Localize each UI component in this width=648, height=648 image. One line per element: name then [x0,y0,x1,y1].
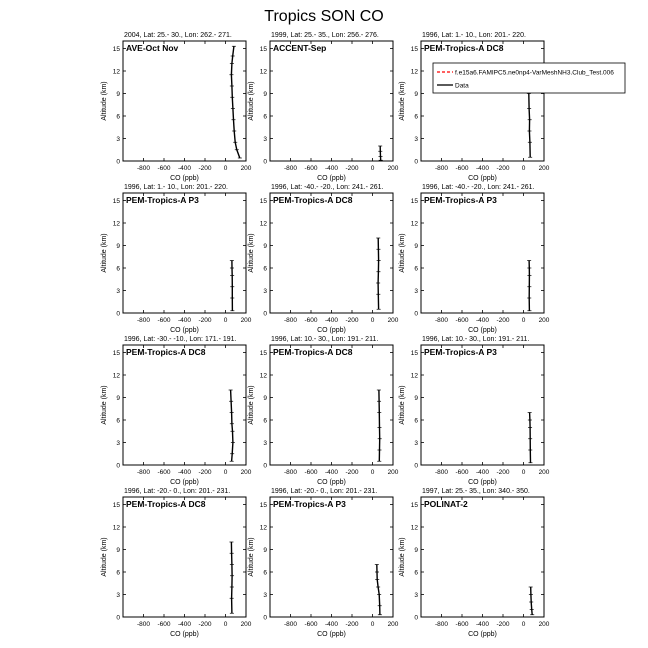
y-tick-label: 15 [259,350,267,357]
x-tick-label: -800 [136,469,151,476]
campaign-label: PEM-Tropics-A DC8 [273,347,353,357]
x-tick-label: -400 [324,621,339,628]
x-axis-label: CO (ppb) [170,631,199,638]
x-tick-label: -800 [283,165,298,172]
y-tick-label: 15 [410,350,418,357]
y-tick-label: 9 [116,395,120,402]
y-tick-label: 15 [112,350,120,357]
y-tick-label: 0 [414,614,418,622]
y-tick-label: 0 [263,614,267,622]
x-tick-label: 0 [370,621,375,628]
x-tick-label: -200 [496,317,510,324]
x-tick-label: 200 [240,469,252,476]
y-tick-label: 9 [263,243,267,250]
y-tick-label: 9 [414,395,418,402]
x-tick-label: -200 [198,621,212,628]
data-series-line [531,587,533,615]
x-axis-label: CO (ppb) [317,479,346,486]
y-tick-label: 12 [410,372,418,380]
panel-2 [248,32,399,182]
x-axis-label: CO (ppb) [468,479,497,486]
x-tick-label: 200 [240,621,252,628]
campaign-label: PEM-Tropics-A P3 [126,195,199,205]
x-tick-label: -800 [283,317,298,324]
panel-7 [101,336,252,486]
y-tick-label: 3 [116,136,120,143]
y-tick-label: 9 [263,395,267,402]
campaign-label: PEM-Tropics-A DC8 [273,195,353,205]
y-tick-label: 3 [414,592,418,599]
panel-header: 1996, Lat: -40.- -20., Lon: 241.- 261. [422,184,535,191]
y-tick-label: 15 [259,502,267,509]
y-tick-label: 0 [414,158,418,166]
y-tick-label: 12 [259,524,267,532]
data-series-line [231,46,239,158]
panel-header: 1996, Lat: 10.- 30., Lon: 191.- 211. [422,336,530,343]
x-axis-label: CO (ppb) [317,631,346,638]
x-tick-label: -400 [177,621,192,628]
campaign-label: PEM-Tropics-A P3 [424,195,497,205]
x-tick-label: -600 [157,165,171,172]
x-tick-label: -600 [304,165,318,172]
panel-4 [101,184,252,334]
x-tick-label: 0 [370,317,375,324]
y-tick-label: 15 [112,502,120,509]
panel-header: 1996, Lat: 1.- 10., Lon: 201.- 220. [422,32,526,39]
x-axis-label: CO (ppb) [468,175,497,182]
plot-frame [123,193,246,313]
x-tick-label: -800 [136,165,151,172]
y-tick-label: 6 [263,113,267,121]
y-axis-label: Altitude (km) [248,385,255,425]
x-tick-label: -800 [434,621,449,628]
plot-frame [270,345,393,465]
x-tick-label: -200 [345,165,359,172]
x-axis-label: CO (ppb) [468,631,497,638]
x-axis-label: CO (ppb) [170,175,199,182]
x-tick-label: -200 [198,469,212,476]
y-tick-label: 0 [414,462,418,470]
x-tick-label: -600 [157,621,171,628]
data-series-line [379,390,380,461]
y-tick-label: 15 [410,502,418,509]
y-tick-label: 0 [263,310,267,318]
y-tick-label: 6 [116,569,120,577]
x-tick-label: -600 [455,469,469,476]
data-series-line [529,86,531,157]
x-tick-label: -400 [475,469,490,476]
y-tick-label: 12 [112,372,120,380]
panel-header: 1996, Lat: -40.- -20., Lon: 241.- 261. [271,184,384,191]
x-tick-label: 200 [240,165,252,172]
x-tick-label: 0 [521,317,526,324]
y-tick-label: 0 [116,462,120,470]
plot-frame [421,41,544,161]
x-tick-label: 0 [521,165,526,172]
x-tick-label: 0 [521,469,526,476]
y-tick-label: 12 [410,68,418,76]
x-axis-label: CO (ppb) [317,175,346,182]
x-tick-label: 200 [538,317,550,324]
y-tick-label: 9 [263,91,267,98]
panel-header: 1997, Lat: 25.- 35., Lon: 340.- 350. [422,488,530,495]
y-tick-label: 15 [259,46,267,53]
y-axis-label: Altitude (km) [399,233,406,273]
y-tick-label: 12 [259,68,267,76]
y-tick-label: 12 [259,372,267,380]
x-tick-label: -600 [157,469,171,476]
x-tick-label: 0 [223,621,228,628]
x-tick-label: -600 [157,317,171,324]
plot-frame [123,497,246,617]
y-tick-label: 6 [414,417,418,425]
y-tick-label: 9 [414,547,418,554]
panel-header: 2004, Lat: 25.- 30., Lon: 262.- 271. [124,32,232,39]
panel-6 [399,184,550,334]
y-tick-label: 9 [414,91,418,98]
panel-header: 1996, Lat: -20.- 0., Lon: 201.- 231. [124,488,231,495]
x-tick-label: -200 [496,621,510,628]
y-tick-label: 12 [112,68,120,76]
plot-frame [421,497,544,617]
y-tick-label: 15 [410,198,418,205]
panel-9 [399,336,550,486]
y-axis-label: Altitude (km) [101,537,108,577]
y-tick-label: 6 [414,113,418,121]
y-axis-label: Altitude (km) [248,537,255,577]
x-axis-label: CO (ppb) [317,327,346,334]
data-series-line [231,390,233,461]
y-tick-label: 0 [414,310,418,318]
plot-frame [421,193,544,313]
legend [433,63,625,93]
y-tick-label: 3 [116,440,120,447]
x-tick-label: -800 [434,165,449,172]
y-axis-label: Altitude (km) [399,537,406,577]
x-tick-label: -400 [324,165,339,172]
x-tick-label: 200 [538,165,550,172]
plot-frame [123,41,246,161]
y-tick-label: 3 [116,592,120,599]
y-axis-label: Altitude (km) [399,385,406,425]
x-tick-label: -800 [283,621,298,628]
y-tick-label: 0 [263,462,267,470]
x-tick-label: -400 [475,621,490,628]
y-tick-label: 6 [116,417,120,425]
panel-11 [248,488,399,638]
x-tick-label: -200 [345,621,359,628]
plot-frame [270,497,393,617]
y-tick-label: 12 [410,220,418,228]
x-tick-label: -400 [324,469,339,476]
x-tick-label: -400 [475,165,490,172]
x-tick-label: 0 [223,317,228,324]
y-tick-label: 3 [414,288,418,295]
y-tick-label: 3 [263,136,267,143]
plot-frame [270,41,393,161]
campaign-label: PEM-Tropics-A P3 [424,347,497,357]
x-tick-label: 200 [387,317,399,324]
x-tick-label: 0 [521,621,526,628]
y-tick-label: 3 [263,288,267,295]
panel-header: 1996, Lat: -20.- 0., Lon: 201.- 231. [271,488,378,495]
plot-frame [123,345,246,465]
panel-10 [101,488,252,638]
x-tick-label: 0 [223,469,228,476]
campaign-label: AVE-Oct Nov [126,43,179,53]
campaign-label: PEM-Tropics-A DC8 [424,43,504,53]
y-tick-label: 0 [263,158,267,166]
campaign-label: PEM-Tropics-A DC8 [126,347,206,357]
x-axis-label: CO (ppb) [170,327,199,334]
x-tick-label: -600 [455,621,469,628]
x-tick-label: -600 [304,317,318,324]
x-tick-label: -400 [475,317,490,324]
x-axis-label: CO (ppb) [468,327,497,334]
y-axis-label: Altitude (km) [248,233,255,273]
x-tick-label: -400 [324,317,339,324]
y-tick-label: 3 [263,440,267,447]
y-tick-label: 15 [112,46,120,53]
y-tick-label: 6 [263,569,267,577]
legend-model-label: f.e15a6.FAMIPC5.ne0np4-VarMeshNH3.Club_Test.006 [455,69,614,77]
data-series-line [378,238,379,309]
x-tick-label: -200 [345,317,359,324]
y-tick-label: 3 [116,288,120,295]
y-tick-label: 3 [263,592,267,599]
y-tick-label: 6 [414,265,418,273]
x-tick-label: -800 [283,469,298,476]
y-tick-label: 0 [116,614,120,622]
campaign-label: PEM-Tropics-A P3 [273,499,346,509]
y-axis-label: Altitude (km) [248,81,255,121]
plot-frame [270,193,393,313]
x-tick-label: -200 [496,165,510,172]
y-tick-label: 15 [410,46,418,53]
x-axis-label: CO (ppb) [170,479,199,486]
legend-data-label: Data [455,82,469,90]
plot-frame [421,345,544,465]
panel-header: 1999, Lat: 25.- 35., Lon: 256.- 276. [271,32,379,39]
x-tick-label: 200 [538,621,550,628]
panel-header: 1996, Lat: 1.- 10., Lon: 201.- 220. [124,184,228,191]
y-tick-label: 12 [410,524,418,532]
y-tick-label: 9 [116,547,120,554]
x-tick-label: -200 [198,165,212,172]
y-tick-label: 9 [116,243,120,250]
y-tick-label: 6 [414,569,418,577]
x-tick-label: -200 [198,317,212,324]
x-tick-label: 0 [370,165,375,172]
panel-3 [399,32,625,182]
campaign-label: ACCENT-Sep [273,43,327,53]
data-series-line [231,542,232,613]
y-axis-label: Altitude (km) [101,233,108,273]
x-tick-label: 200 [387,621,399,628]
y-tick-label: 6 [116,113,120,121]
x-tick-label: -800 [434,317,449,324]
y-tick-label: 0 [116,158,120,166]
campaign-label: PEM-Tropics-A DC8 [126,499,206,509]
campaign-label: POLINAT-2 [424,499,468,509]
panel-1 [101,32,252,182]
y-axis-label: Altitude (km) [101,385,108,425]
x-tick-label: -800 [136,621,151,628]
panel-header: 1996, Lat: -30.- -10., Lon: 171.- 191. [124,336,237,343]
y-axis-label: Altitude (km) [399,81,406,121]
y-tick-label: 6 [116,265,120,273]
y-tick-label: 12 [112,524,120,532]
y-tick-label: 9 [116,91,120,98]
x-tick-label: -600 [304,621,318,628]
x-tick-label: 200 [240,317,252,324]
y-tick-label: 0 [116,310,120,318]
y-tick-label: 6 [263,265,267,273]
x-tick-label: 0 [370,469,375,476]
y-tick-label: 3 [414,136,418,143]
panel-8 [248,336,399,486]
x-tick-label: -400 [177,317,192,324]
y-tick-label: 15 [259,198,267,205]
x-tick-label: -400 [177,469,192,476]
x-tick-label: -200 [345,469,359,476]
panel-header: 1996, Lat: 10.- 30., Lon: 191.- 211. [271,336,379,343]
y-tick-label: 9 [414,243,418,250]
x-tick-label: 200 [387,469,399,476]
y-tick-label: 3 [414,440,418,447]
x-tick-label: 0 [223,165,228,172]
x-tick-label: -800 [434,469,449,476]
y-tick-label: 6 [263,417,267,425]
x-tick-label: -800 [136,317,151,324]
data-series-line [380,146,381,160]
figure-title: Tropics SON CO [264,8,384,25]
y-tick-label: 12 [259,220,267,228]
x-tick-label: -600 [455,317,469,324]
x-tick-label: -200 [496,469,510,476]
panel-5 [248,184,399,334]
x-tick-label: -600 [304,469,318,476]
x-tick-label: 200 [538,469,550,476]
y-tick-label: 12 [112,220,120,228]
y-axis-label: Altitude (km) [101,81,108,121]
x-tick-label: -600 [455,165,469,172]
panel-12 [399,488,550,638]
y-tick-label: 9 [263,547,267,554]
x-tick-label: -400 [177,165,192,172]
y-tick-label: 15 [112,198,120,205]
x-tick-label: 200 [387,165,399,172]
